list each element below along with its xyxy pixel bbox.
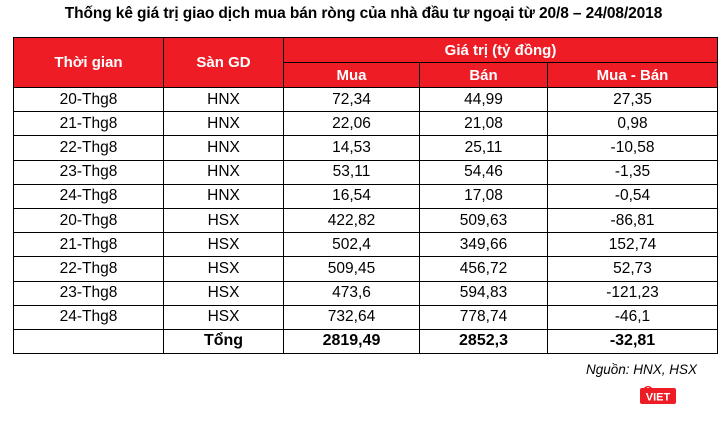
cell-net: -1,35 [548,160,718,184]
total-sell: 2852,3 [420,329,548,353]
header-time: Thời gian [14,38,164,88]
table-row [14,208,718,232]
cell-buy: 509,45 [284,257,420,281]
table-row [14,281,718,305]
cell-exchange: HSX [164,281,284,305]
cell-exchange: HSX [164,233,284,257]
cell-buy: 53,11 [284,160,420,184]
cell-buy: 72,34 [284,88,420,112]
total-time-cell [14,329,164,353]
cell-net: 52,73 [548,257,718,281]
total-label: Tổng [164,329,284,353]
cell-time: 22-Thg8 [14,257,164,281]
cell-time: 21-Thg8 [14,112,164,136]
cell-buy: 473,6 [284,281,420,305]
trading-stats-table [13,37,718,354]
cell-net: 27,35 [548,88,718,112]
cell-sell: 349,66 [420,233,548,257]
cell-sell: 44,99 [420,88,548,112]
table-row [14,257,718,281]
header-net: Mua - Bán [548,63,718,88]
table-row [14,160,718,184]
cell-time: 23-Thg8 [14,281,164,305]
cell-net: -10,58 [548,136,718,160]
table-header [14,38,718,88]
cell-time: 24-Thg8 [14,305,164,329]
cell-net: 0,98 [548,112,718,136]
cell-exchange: HSX [164,305,284,329]
table-row [14,88,718,112]
cell-buy: 16,54 [284,184,420,208]
viet-logo-icon [640,386,676,406]
cell-time: 23-Thg8 [14,160,164,184]
cell-exchange: HSX [164,208,284,232]
total-net: -32,81 [548,329,718,353]
header-sell: Bán [420,63,548,88]
cell-exchange: HNX [164,160,284,184]
cell-time: 20-Thg8 [14,88,164,112]
cell-exchange: HNX [164,184,284,208]
total-buy: 2819,49 [284,329,420,353]
cell-sell: 54,46 [420,160,548,184]
cell-sell: 17,08 [420,184,548,208]
cell-net: -0,54 [548,184,718,208]
cell-sell: 778,74 [420,305,548,329]
svg-text:VIET: VIET [645,391,671,404]
cell-time: 22-Thg8 [14,136,164,160]
header-exchange: Sàn GD [164,38,284,88]
cell-exchange: HNX [164,112,284,136]
total-row [14,329,718,353]
cell-buy: 22,06 [284,112,420,136]
cell-net: -86,81 [548,208,718,232]
cell-time: 21-Thg8 [14,233,164,257]
cell-sell: 594,83 [420,281,548,305]
cell-time: 24-Thg8 [14,184,164,208]
cell-net: -121,23 [548,281,718,305]
header-buy: Mua [284,63,420,88]
table-row [14,305,718,329]
cell-buy: 732,64 [284,305,420,329]
cell-buy: 14,53 [284,136,420,160]
cell-exchange: HSX [164,257,284,281]
cell-sell: 456,72 [420,257,548,281]
cell-sell: 509,63 [420,208,548,232]
cell-time: 20-Thg8 [14,208,164,232]
source-note: Nguồn: HNX, HSX [585,362,697,377]
cell-sell: 21,08 [420,112,548,136]
cell-buy: 502,4 [284,233,420,257]
cell-net: 152,74 [548,233,718,257]
header-value-group: Giá trị (tỷ đồng) [284,38,718,63]
cell-buy: 422,82 [284,208,420,232]
cell-sell: 25,11 [420,136,548,160]
table-row [14,136,718,160]
cell-exchange: HNX [164,88,284,112]
table-body [14,88,718,354]
cell-exchange: HNX [164,136,284,160]
page-title: Thống kê giá trị giao dịch mua bán ròng của nhà đầu tư ngoại từ 20/8 – 24/08/2018 [64,5,663,22]
table-row [14,233,718,257]
cell-net: -46,1 [548,305,718,329]
table-row [14,112,718,136]
table-row [14,184,718,208]
